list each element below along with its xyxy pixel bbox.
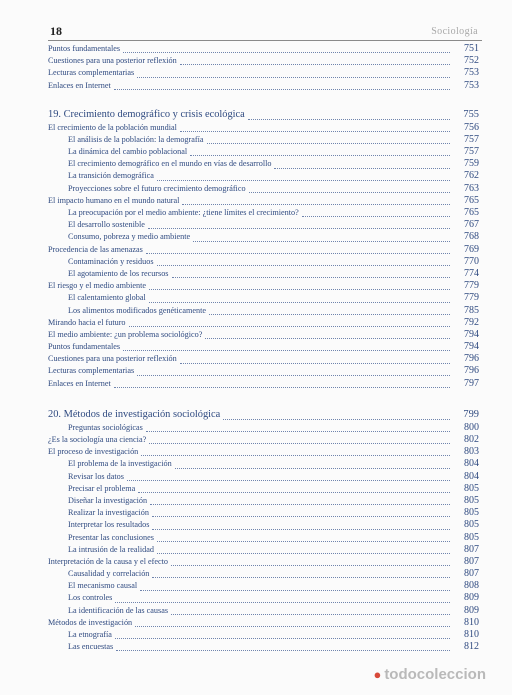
toc-entry: [48, 458, 479, 470]
toc-entry-label: El medio ambiente: ¿un problema sociológico?: [48, 329, 203, 339]
toc-entry-label: Precisar el problema: [68, 483, 136, 493]
toc-entry-label: Contaminación y residuos: [68, 256, 154, 266]
toc-entry-page: 763: [464, 182, 479, 194]
dot-leader: [274, 160, 450, 169]
toc-entry: [48, 67, 479, 79]
toc-entry-page: 751: [464, 42, 479, 54]
toc-entry-label: Lecturas complementarias: [48, 68, 135, 78]
toc-entry-page: 809: [464, 592, 479, 604]
dot-leader: [146, 423, 450, 432]
dot-leader: [180, 355, 450, 364]
spacer: [48, 390, 479, 408]
dot-leader: [209, 306, 450, 315]
toc-entry-page: 753: [464, 79, 479, 91]
dot-leader: [148, 220, 450, 229]
dot-leader: [207, 135, 450, 144]
toc-entry-label: El agotamiento de los recursos: [68, 268, 169, 278]
toc-entry-label: El mecanismo causal: [68, 581, 138, 591]
toc-entry: [48, 55, 479, 67]
toc-entry: [48, 471, 479, 483]
toc-entry-page: 762: [464, 170, 479, 182]
toc-entry-page: 774: [464, 267, 479, 279]
toc-entry: [48, 605, 479, 617]
dot-leader: [127, 472, 450, 481]
toc-entry-label: Enlaces en Internet: [48, 378, 111, 388]
toc-entry-page: 767: [464, 219, 479, 231]
toc-entry-label: La intrusión de la realidad: [68, 544, 154, 554]
toc-entry-label: Presentar las conclusiones: [68, 532, 154, 542]
toc-entry-page: 812: [464, 641, 479, 653]
toc-entry-page: 803: [464, 446, 479, 458]
chapter-heading: [48, 408, 479, 422]
toc-entry-label: El impacto humano en el mundo natural: [48, 195, 180, 205]
toc-entry-label: El desarrollo sostenible: [68, 220, 145, 230]
toc-entry-label: Revisar los datos: [68, 471, 124, 481]
toc-entry: [48, 617, 479, 629]
toc-entry-label: Mirando hacia el futuro: [48, 317, 126, 327]
page-number: 18: [50, 24, 62, 38]
toc-entry: [48, 292, 479, 304]
toc-entry: [48, 317, 479, 329]
toc-entry-label: Métodos de investigación: [48, 617, 133, 627]
toc-entry: [48, 568, 479, 580]
toc-entry-page: 805: [464, 531, 479, 543]
toc-entry-label: Los controles: [68, 593, 113, 603]
toc-entry: [48, 641, 479, 653]
toc-entry-page: 794: [464, 328, 479, 340]
toc-entry-label: El análisis de la población: la demografía: [68, 134, 204, 144]
dot-leader: [140, 582, 450, 591]
toc-entry-label: Las encuestas: [68, 642, 114, 652]
toc-entry: [48, 341, 479, 353]
dot-leader: [149, 281, 450, 290]
toc-entry: [48, 158, 479, 170]
dot-leader: [152, 508, 450, 517]
watermark: [373, 666, 486, 683]
toc-entry-label: La transición demográfica: [68, 171, 154, 181]
toc-entry-label: La etnografía: [68, 630, 112, 640]
toc-entry-label: Cuestiones para una posterior reflexión: [48, 56, 177, 66]
toc-entry-label: Consumo, pobreza y medio ambiente: [68, 232, 191, 242]
toc-entry: [48, 122, 479, 134]
toc-entry-page: 805: [464, 482, 479, 494]
toc-entry-page: 810: [464, 616, 479, 628]
chapter-title: 19. Crecimiento demográfico y crisis ecológica: [48, 108, 245, 120]
toc-entry: [48, 593, 479, 605]
toc-entry-label: El riesgo y el medio ambiente: [48, 281, 146, 291]
toc-entry: [48, 219, 479, 231]
toc-entry-page: 756: [464, 121, 479, 133]
toc-entry-page: 808: [464, 580, 479, 592]
dot-leader: [123, 342, 450, 351]
toc-entry: [48, 519, 479, 531]
toc-entry-page: 779: [464, 292, 479, 304]
toc-entry-page: 796: [464, 365, 479, 377]
dot-leader: [171, 557, 450, 566]
toc-entry-page: 805: [464, 507, 479, 519]
toc-entry-label: Los alimentos modificados genéticamente: [68, 305, 207, 315]
toc-entry: [48, 434, 479, 446]
toc-entry-label: El problema de la investigación: [68, 459, 172, 469]
toc-entry-page: 765: [464, 194, 479, 206]
toc-entry-label: Proyecciones sobre el futuro crecimiento demográfico: [68, 183, 246, 193]
toc-entry: [48, 80, 479, 92]
toc-entry: [48, 183, 479, 195]
toc-entry-label: Lecturas complementarias: [48, 366, 135, 376]
dot-leader: [182, 196, 450, 205]
dot-leader: [157, 257, 450, 266]
toc-entry-label: Cuestiones para una posterior reflexión: [48, 354, 177, 364]
dot-leader: [157, 172, 450, 181]
toc-entry: [48, 495, 479, 507]
dot-leader: [249, 184, 450, 193]
toc-entry-page: 807: [464, 543, 479, 555]
toc-entry-page: 807: [464, 555, 479, 567]
toc-entry-page: 809: [464, 604, 479, 616]
dot-leader: [149, 435, 450, 444]
toc-entry: [48, 195, 479, 207]
toc-entry-label: La identificación de las causas: [68, 605, 169, 615]
toc-entry-page: 770: [464, 255, 479, 267]
toc-block-chapter-20: [48, 422, 479, 654]
toc-entry: [48, 580, 479, 592]
toc-entry-page: 753: [464, 67, 479, 79]
dot-leader: [205, 330, 450, 339]
toc-entry: [48, 268, 479, 280]
toc-entry-page: 804: [464, 458, 479, 470]
toc-entry-page: 785: [464, 304, 479, 316]
toc-entry-page: 794: [464, 341, 479, 353]
toc-entry-page: 807: [464, 568, 479, 580]
toc-entry: [48, 483, 479, 495]
toc-entry-label: La dinámica del cambio poblacional: [68, 147, 188, 157]
dot-leader: [150, 496, 450, 505]
toc-entry-label: ¿Es la sociología una ciencia?: [48, 435, 147, 445]
toc-entry-page: 804: [464, 470, 479, 482]
toc-entry-page: 765: [464, 207, 479, 219]
running-title: Sociología: [431, 26, 478, 37]
watermark-logo-icon: ●: [373, 667, 382, 682]
toc-entry: [48, 134, 479, 146]
toc-entry-page: 757: [464, 146, 479, 158]
dot-leader: [123, 44, 450, 53]
toc-entry: [48, 446, 479, 458]
toc-entry: [48, 305, 479, 317]
spacer: [48, 92, 479, 108]
dot-leader: [190, 147, 450, 156]
toc-entry: [48, 532, 479, 544]
dot-leader: [149, 294, 450, 303]
dot-leader: [193, 233, 450, 242]
dot-leader: [129, 318, 450, 327]
toc-entry-label: Causalidad y correlación: [68, 569, 150, 579]
dot-leader: [115, 630, 450, 639]
toc-entry: [48, 171, 479, 183]
toc-entry-label: Preguntas sociológicas: [68, 422, 143, 432]
dot-leader: [223, 411, 450, 420]
toc-entry-label: Puntos fundamentales: [48, 43, 121, 53]
header-rule: [48, 40, 482, 41]
toc-entry: [48, 507, 479, 519]
toc-entry-page: 810: [464, 629, 479, 641]
dot-leader: [114, 81, 450, 90]
dot-leader: [141, 447, 450, 456]
dot-leader: [137, 367, 450, 376]
chapter-page: 799: [463, 408, 479, 420]
dot-leader: [146, 245, 450, 254]
toc-entry-label: Realizar la investigación: [68, 508, 149, 518]
dot-leader: [157, 533, 450, 542]
dot-leader: [175, 460, 450, 469]
toc-entry-page: 805: [464, 494, 479, 506]
toc-entry: [48, 556, 479, 568]
toc-entry: [48, 244, 479, 256]
toc-entry: [48, 629, 479, 641]
toc-block-chapter-19: [48, 122, 479, 390]
toc-entry-label: Interpretar los resultados: [68, 520, 150, 530]
dot-leader: [115, 594, 450, 603]
toc-entry: [48, 329, 479, 341]
toc-entry-page: 769: [464, 243, 479, 255]
toc-entry-page: 800: [464, 421, 479, 433]
toc-entry-label: Diseñar la investigación: [68, 495, 148, 505]
toc-entry-page: 792: [464, 316, 479, 328]
toc-entry-label: El calentamiento global: [68, 293, 146, 303]
toc-entry-page: 768: [464, 231, 479, 243]
toc-entry: [48, 366, 479, 378]
toc-entry: [48, 256, 479, 268]
toc-entry: [48, 280, 479, 292]
dot-leader: [135, 618, 450, 627]
toc-entry: [48, 146, 479, 158]
dot-leader: [152, 569, 450, 578]
toc-entry-label: El proceso de investigación: [48, 447, 139, 457]
toc-entry-label: Interpretación de la causa y el efecto: [48, 556, 169, 566]
toc-entry: [48, 207, 479, 219]
toc-entry-label: El crecimiento de la población mundial: [48, 122, 177, 132]
toc-entry: [48, 231, 479, 243]
dot-leader: [172, 269, 451, 278]
toc-entry: [48, 378, 479, 390]
toc-entry-page: 752: [464, 55, 479, 67]
dot-leader: [157, 545, 450, 554]
toc-entry-page: 797: [464, 377, 479, 389]
dot-leader: [138, 484, 450, 493]
toc-entry-label: Procedencia de las amenazas: [48, 244, 143, 254]
toc-entry: [48, 43, 479, 55]
toc-entry: [48, 422, 479, 434]
dot-leader: [116, 642, 450, 651]
table-of-contents: [48, 43, 479, 653]
toc-entry-page: 779: [464, 280, 479, 292]
dot-leader: [180, 123, 450, 132]
dot-leader: [137, 69, 450, 78]
chapter-page: 755: [463, 108, 479, 120]
toc-entry-page: 805: [464, 519, 479, 531]
toc-entry-label: La preocupación por el medio ambiente: ¿tiene límites el crecimiento?: [68, 208, 299, 218]
toc-entry-label: Enlaces en Internet: [48, 80, 111, 90]
dot-leader: [171, 606, 450, 615]
dot-leader: [180, 56, 450, 65]
toc-entry-label: El crecimiento demográfico en el mundo en vías de desarrollo: [68, 159, 272, 169]
toc-entry: [48, 353, 479, 365]
toc-entry-page: 796: [464, 353, 479, 365]
toc-entry: [48, 544, 479, 556]
chapter-title: 20. Métodos de investigación sociológica: [48, 408, 221, 420]
dot-leader: [114, 379, 450, 388]
toc-entry-page: 757: [464, 133, 479, 145]
toc-entry-page: 802: [464, 434, 479, 446]
dot-leader: [302, 208, 450, 217]
toc-entry-page: 759: [464, 158, 479, 170]
toc-block-previous-chapter: [48, 43, 479, 92]
toc-entry-label: Puntos fundamentales: [48, 342, 121, 352]
dot-leader: [248, 111, 450, 120]
chapter-heading: [48, 108, 479, 122]
watermark-text: todocoleccion: [384, 666, 486, 683]
dot-leader: [152, 521, 450, 530]
